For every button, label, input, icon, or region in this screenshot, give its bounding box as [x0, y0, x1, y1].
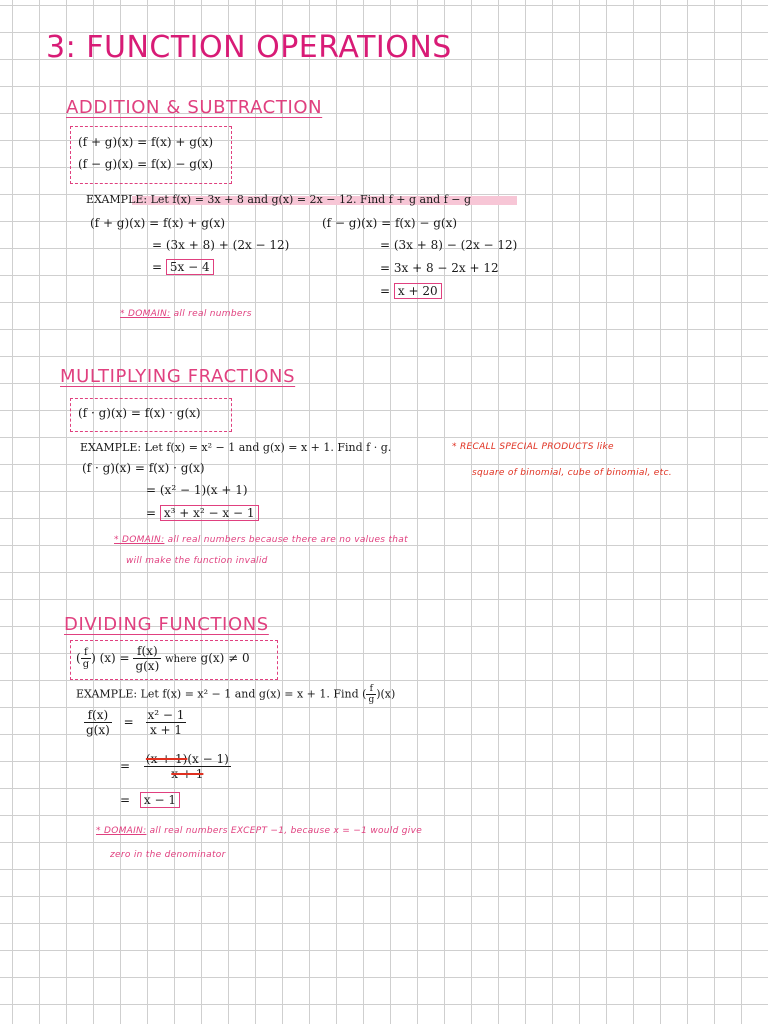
- sum-line-3: = 5x − 4: [152, 260, 214, 274]
- difference-line-4: = x + 20: [380, 284, 442, 298]
- quotient-step-2: = $\frac{(x + 1)(x - 1)}{x + 1}$: [120, 752, 229, 781]
- difference-answer-box: x + 20: [394, 283, 442, 299]
- formula-rhs-fraction: $\frac{f(x)}{g(x)}$: [135, 644, 160, 673]
- product-line-2: = (x² − 1)(x + 1): [146, 483, 248, 497]
- page-title: 3: FUNCTION OPERATIONS: [46, 30, 452, 65]
- formula-product: (f · g)(x) = f(x) · g(x): [78, 406, 201, 420]
- product-line-3: = x³ + x² − x − 1: [146, 506, 259, 520]
- quotient-answer-box: x − 1: [140, 792, 180, 808]
- domain-note-mult-2: will make the function invalid: [126, 556, 268, 566]
- formula-quotient: ( $\frac{f}{g}$ ) (x) = $\frac{f(x)}{g(x)}$ where g(x) ≠ 0: [76, 644, 250, 673]
- difference-line-3: = 3x + 8 − 2x + 12: [380, 261, 499, 275]
- recall-note-1: * RECALL SPECIAL PRODUCTS like: [452, 442, 614, 452]
- formula-lhs-fraction: $\frac{f}{g}$: [82, 647, 90, 670]
- domain-note-mult-1: * DOMAIN: all real numbers because there are no values that: [114, 535, 408, 545]
- product-answer-box: x³ + x² − x − 1: [160, 505, 259, 521]
- formula-sum: (f + g)(x) = f(x) + g(x): [78, 135, 214, 149]
- example-div: EXAMPLE: Let f(x) = x² − 1 and g(x) = x + 1. Find ( $\frac{f}{g}$ )(x): [76, 684, 396, 705]
- domain-note-div-1: * DOMAIN: all real numbers EXCEPT −1, because x = −1 would give: [96, 826, 423, 836]
- step1-rhs-fraction: $\frac{\text{x² − 1}}{x + 1}$: [147, 708, 185, 737]
- heading-addition-subtraction: ADDITION & SUBTRACTION: [66, 97, 323, 118]
- difference-line-2: = (3x + 8) − (2x − 12): [380, 238, 518, 252]
- product-line-1: (f · g)(x) = f(x) · g(x): [82, 461, 205, 475]
- example-find-fraction: $\frac{f}{g}$: [368, 684, 375, 705]
- heading-multiplying: MULTIPLYING FRACTIONS: [60, 366, 296, 387]
- heading-dividing: DIVIDING FUNCTIONS: [64, 614, 269, 635]
- formula-difference: (f − g)(x) = f(x) − g(x): [78, 157, 214, 171]
- step2-fraction: $\frac{(x + 1)(x - 1)}{x + 1}$: [145, 752, 229, 781]
- example-add-sub: EXAMPLE: Let f(x) = 3x + 8 and g(x) = 2x − 12. Find f + g and f − g: [86, 193, 472, 206]
- sum-line-1: (f + g)(x) = f(x) + g(x): [90, 216, 226, 230]
- sum-answer-box: 5x − 4: [166, 259, 214, 275]
- example-mult: EXAMPLE: Let f(x) = x² − 1 and g(x) = x + 1. Find f · g.: [80, 441, 392, 454]
- step1-lhs-fraction: $\frac{f(x)}{g(x)}$: [86, 708, 110, 737]
- recall-note-2: square of binomial, cube of binomial, etc.: [472, 468, 672, 478]
- quotient-step-3: = x − 1: [120, 793, 180, 807]
- domain-note-div-2: zero in the denominator: [110, 850, 226, 860]
- difference-line-1: (f − g)(x) = f(x) − g(x): [322, 216, 458, 230]
- sum-line-2: = (3x + 8) + (2x − 12): [152, 238, 290, 252]
- domain-note-add-sub: * DOMAIN: all real numbers: [120, 309, 252, 319]
- quotient-step-1: $\frac{f(x)}{g(x)}$ = $\frac{\text{x² − 1}}{x + 1}$: [86, 708, 185, 737]
